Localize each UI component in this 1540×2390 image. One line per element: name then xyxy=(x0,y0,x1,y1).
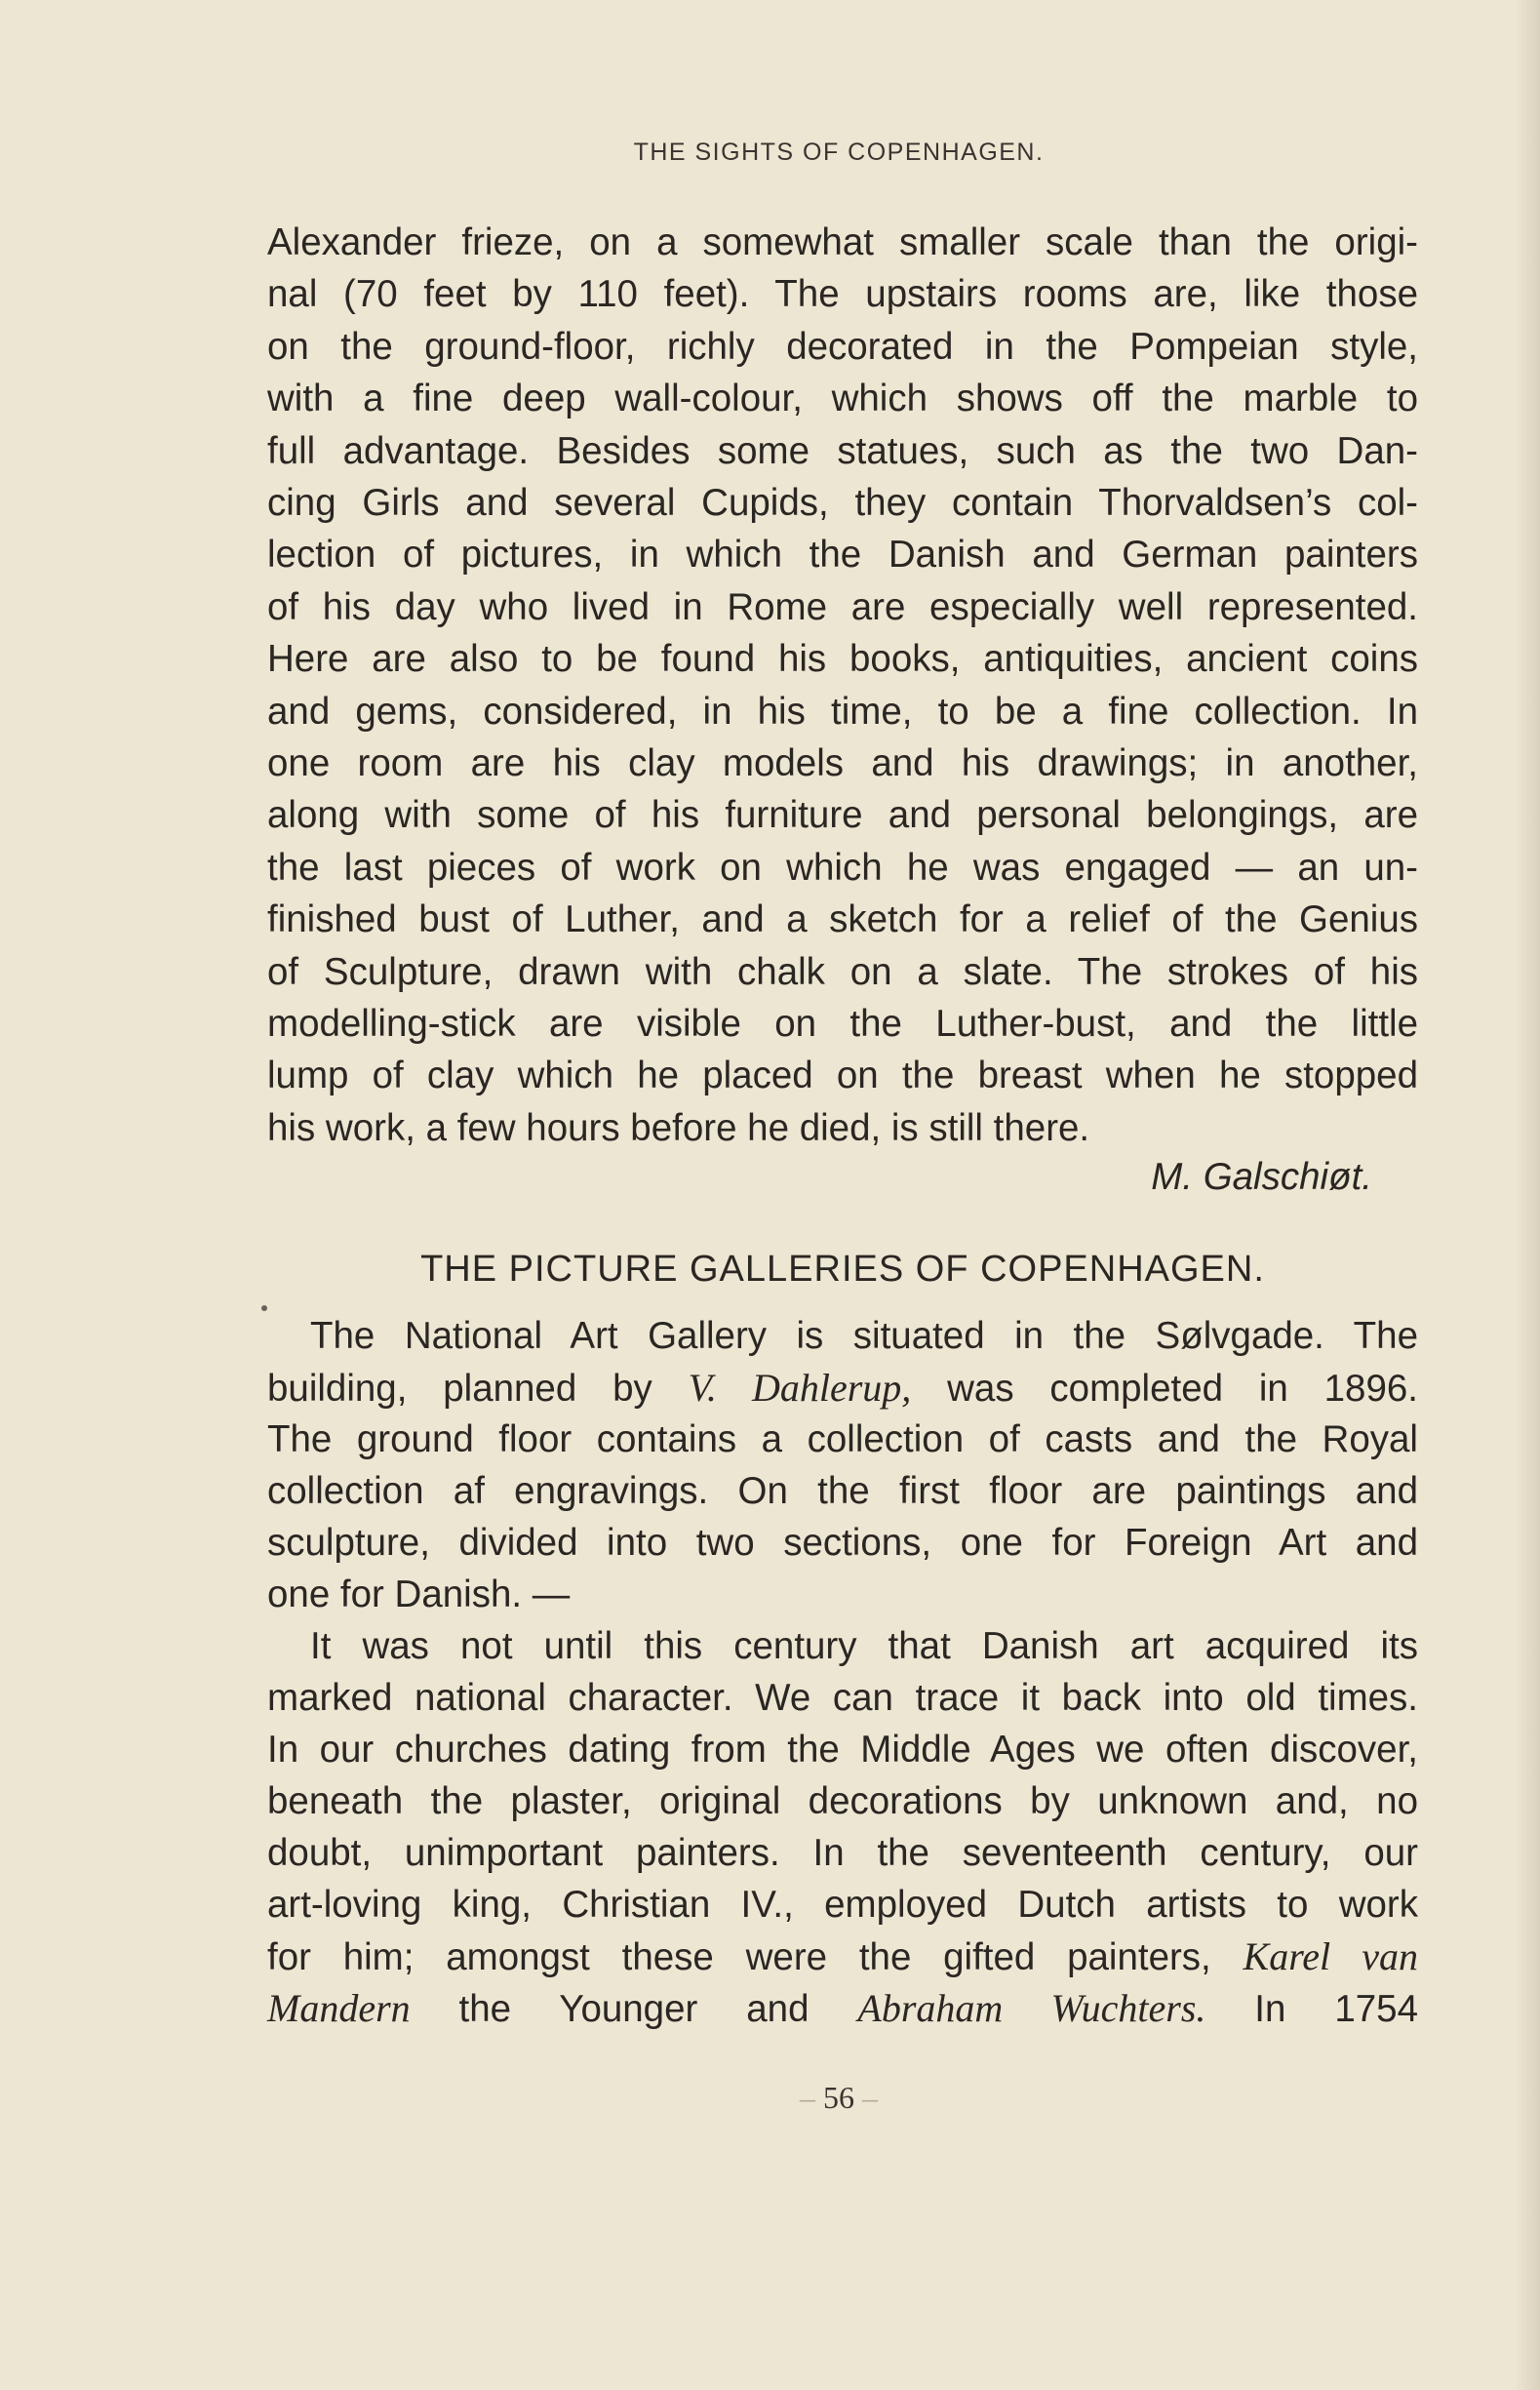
text-line: lection of pictures, in which the Danish and German painters xyxy=(267,534,1418,576)
painter-name: Karel van xyxy=(1243,1934,1418,1978)
text-line: In our churches dating from the Middle Ages we often discover, xyxy=(267,1729,1418,1771)
text-line: for him; amongst these were the gifted painters, Karel van xyxy=(267,1934,1418,1978)
text-line: and gems, considered, in his time, to be a fine collection. In xyxy=(267,691,1418,733)
text-line: cing Girls and several Cupids, they contain Thorvaldsen’s col- xyxy=(267,482,1418,524)
architect-name: V. Dahlerup, xyxy=(688,1366,912,1410)
text-line: full advantage. Besides some statues, such as the two Dan- xyxy=(267,430,1418,472)
text-line: Alexander frieze, on a somewhat smaller scale than the origi- xyxy=(267,221,1418,263)
running-head: THE SIGHTS OF COPENHAGEN. xyxy=(633,139,1045,166)
text-line: nal (70 feet by 110 feet). The upstairs rooms are, like those xyxy=(267,273,1418,315)
text-line: the last pieces of work on which he was engaged — an un- xyxy=(267,847,1418,889)
text-line: lump of clay which he placed on the breast when he stopped xyxy=(267,1055,1418,1096)
author-signature: M. Galschiøt. xyxy=(1151,1156,1372,1198)
text-line: building, planned by V. Dahlerup, was completed in 1896. xyxy=(267,1366,1418,1410)
ink-speck xyxy=(261,1305,267,1311)
text-line: art-loving king, Christian IV., employed Dutch artists to work xyxy=(267,1884,1418,1926)
folio-dash: – xyxy=(800,2080,815,2115)
text-line: beneath the plaster, original decorations by unknown and, no xyxy=(267,1780,1418,1822)
text-line: Mandern the Younger and Abraham Wuchters. In 1754 xyxy=(267,1986,1418,2030)
text-line: It was not until this century that Danish art acquired its xyxy=(310,1625,1418,1667)
text-line: one for Danish. — xyxy=(267,1573,571,1615)
folio-dash: – xyxy=(862,2080,878,2115)
page-edge-shadow xyxy=(1515,0,1540,2390)
text-line: one room are his clay models and his drawings; in another, xyxy=(267,742,1418,784)
painter-name: Mandern xyxy=(267,1986,411,2030)
page-number-value: 56 xyxy=(823,2080,854,2115)
text-line: on the ground-floor, richly decorated in the Pompeian style, xyxy=(267,326,1418,368)
text-line: with a fine deep wall-colour, which shows off the marble to xyxy=(267,378,1418,419)
text-line: sculpture, divided into two sections, one for Foreign Art and xyxy=(267,1522,1418,1564)
text-line: along with some of his furniture and personal belongings, are xyxy=(267,794,1418,836)
text-line: finished bust of Luther, and a sketch for a relief of the Genius xyxy=(267,898,1418,940)
section-title: THE PICTURE GALLERIES OF COPENHAGEN. xyxy=(420,1249,1265,1290)
painter-name: Abraham Wuchters. xyxy=(857,1986,1206,2030)
page-number xyxy=(0,2080,1540,2116)
text-line: marked national character. We can trace it back into old times. xyxy=(267,1677,1418,1719)
text-line: of Sculpture, drawn with chalk on a slate. The strokes of his xyxy=(267,951,1418,993)
text-line: modelling-stick are visible on the Luther-bust, and the little xyxy=(267,1003,1418,1045)
text-line: doubt, unimportant painters. In the seventeenth century, our xyxy=(267,1832,1418,1874)
text-line: Here are also to be found his books, antiquities, ancient coins xyxy=(267,638,1418,680)
text-line: collection af engravings. On the first floor are paintings and xyxy=(267,1470,1418,1512)
text-line: The National Art Gallery is situated in the Sølvgade. The xyxy=(310,1315,1418,1357)
text-line: his work, a few hours before he died, is still there. xyxy=(267,1107,1090,1149)
text-line: of his day who lived in Rome are especially well represented. xyxy=(267,586,1418,628)
text-line: The ground floor contains a collection of casts and the Royal xyxy=(267,1418,1418,1460)
